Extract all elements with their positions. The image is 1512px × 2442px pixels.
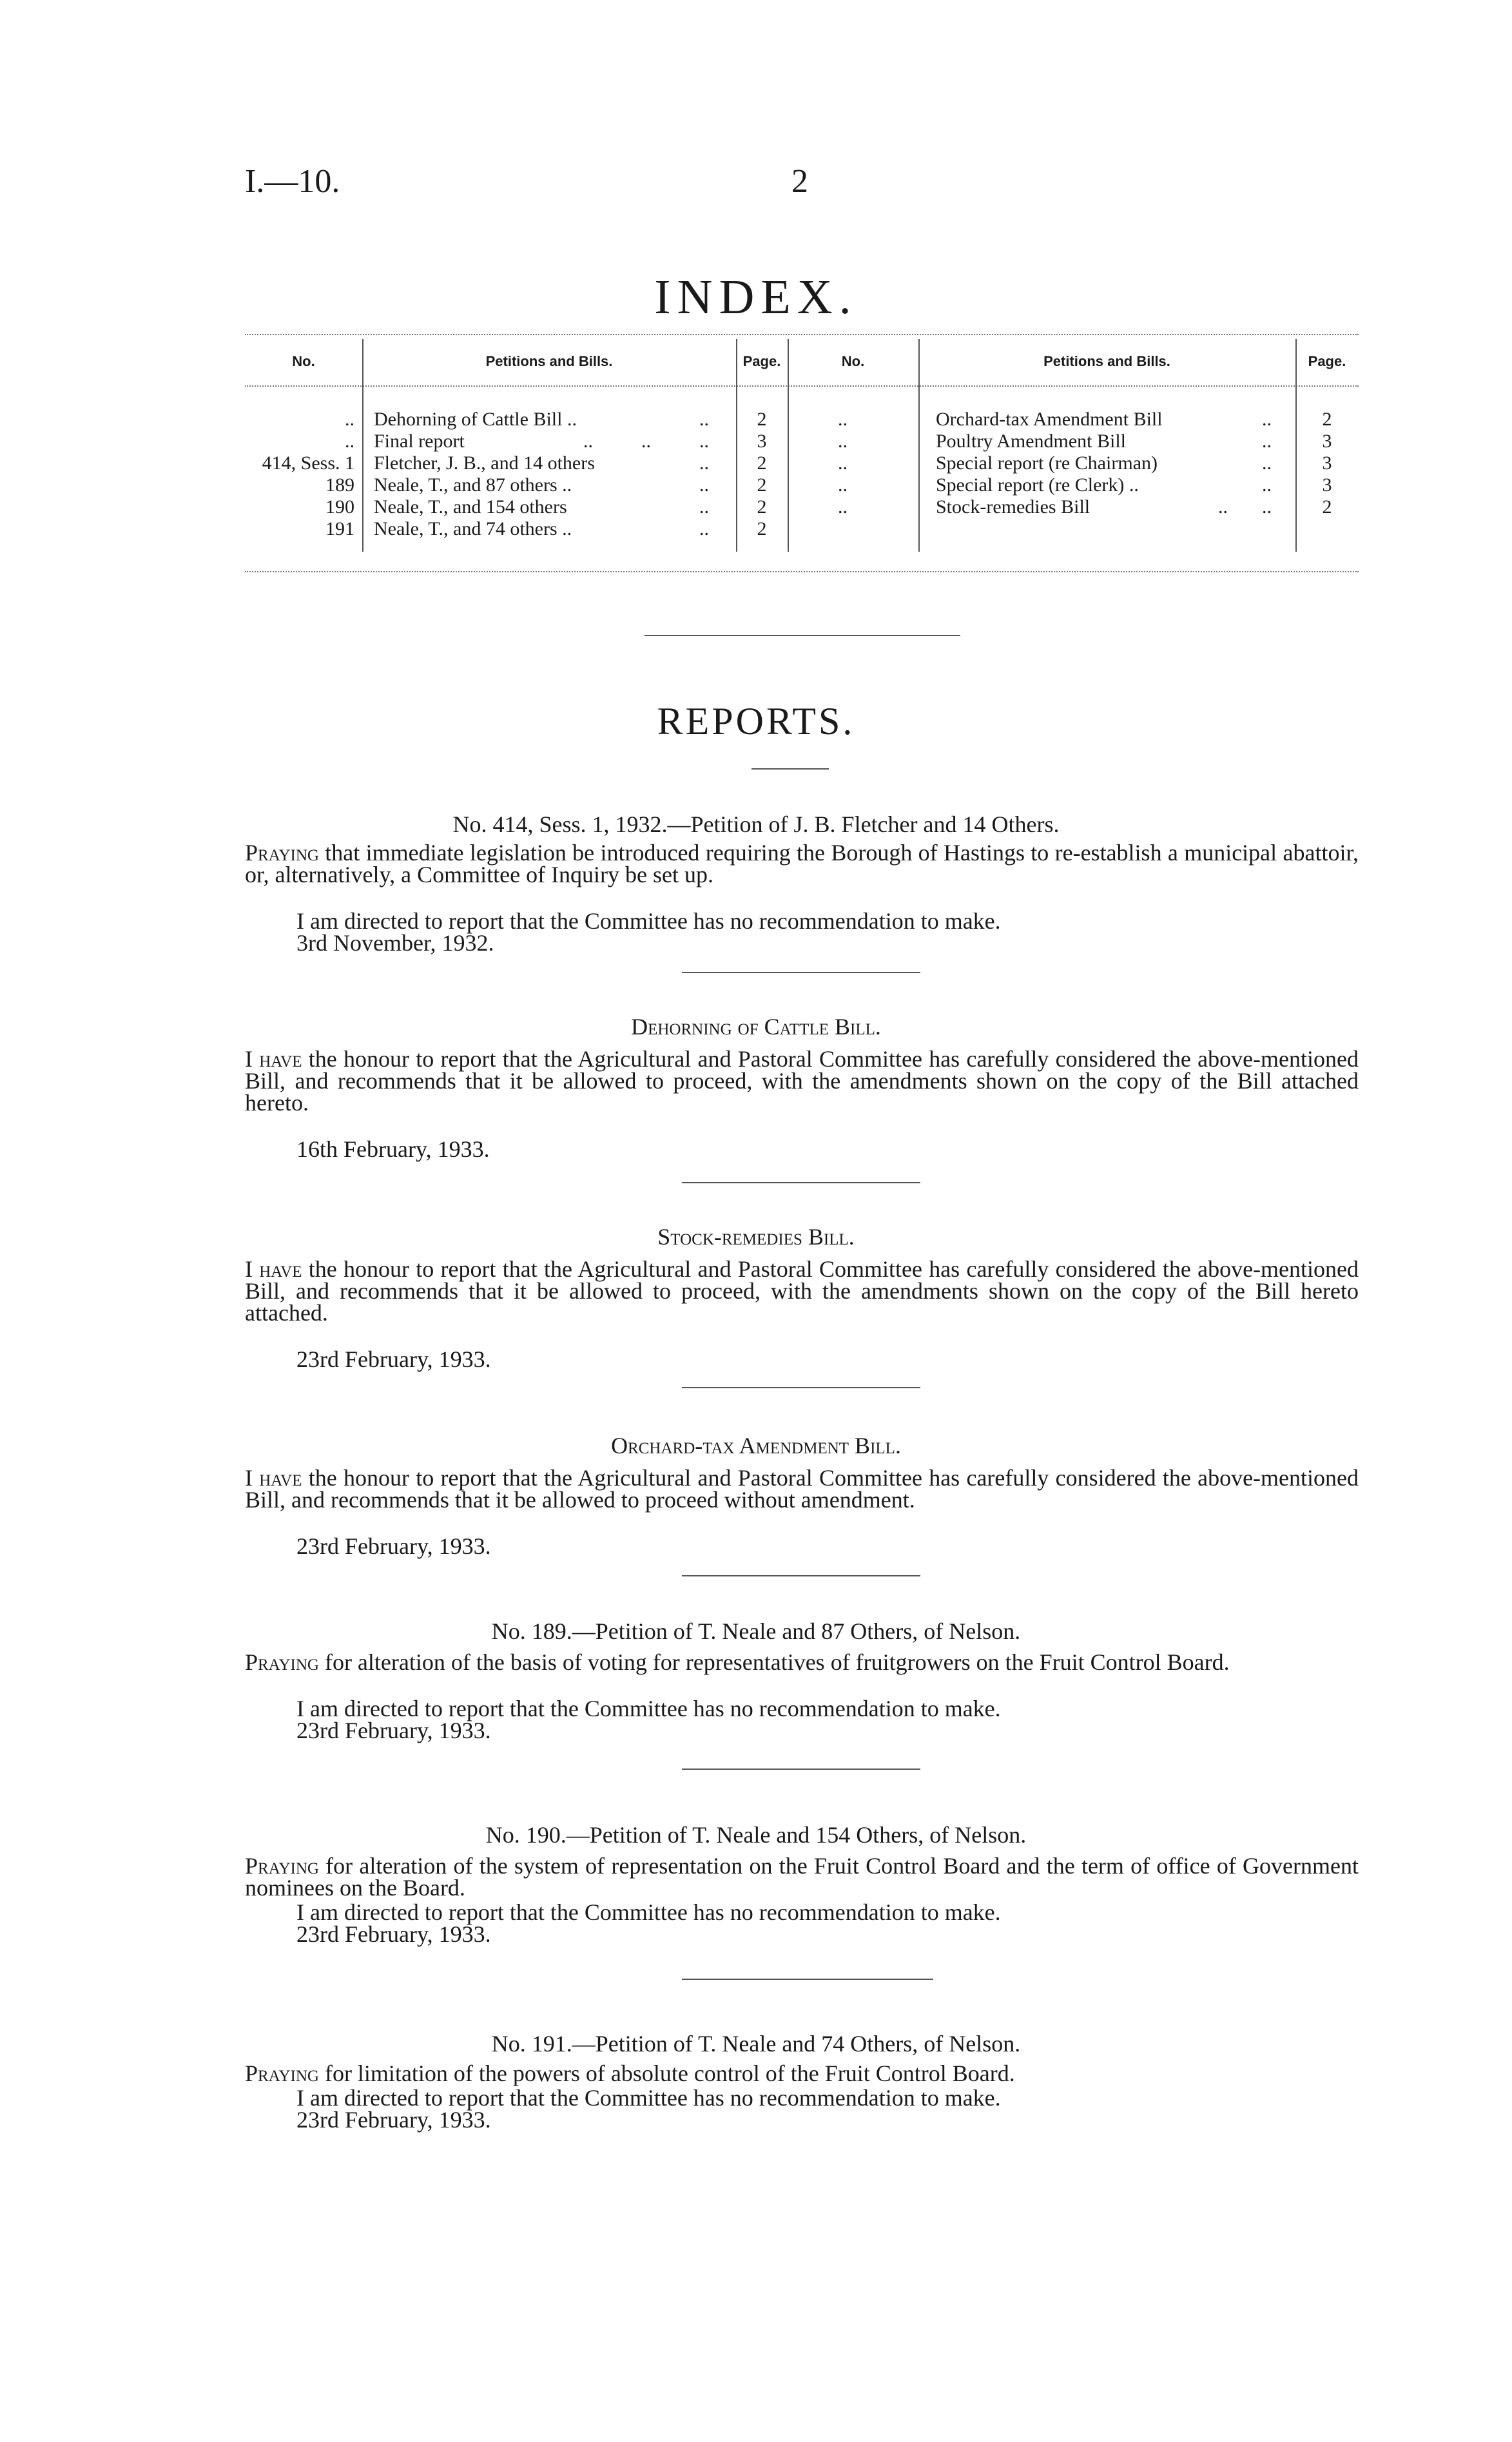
index-row: 414, Sess. 1 Fletcher, J. B., and 14 others .. 2 .. Special report (re Chairman) .. 3 xyxy=(262,452,1332,474)
divider xyxy=(682,1575,920,1576)
report-heading: Orchard-tax Amendment Bill. xyxy=(611,1433,901,1458)
index-table xyxy=(245,334,1359,585)
divider xyxy=(682,1769,920,1770)
report-date: 23rd February, 1933. xyxy=(296,1921,491,1947)
report-date: 23rd February, 1933. xyxy=(296,2107,491,2133)
column-header-page-right: Page. xyxy=(1308,353,1346,369)
index-row: .. Final report .. .. .. 3 .. Poultry Amendment Bill .. 3 xyxy=(345,431,1332,452)
index-row: .. Dehorning of Cattle Bill .. .. 2 .. Orchard-tax Amendment Bill .. 2 xyxy=(345,409,1332,430)
index-row: 190 Neale, T., and 154 others .. 2 .. Stock-remedies Bill .. .. 2 xyxy=(325,496,1332,518)
report-statement: I am directed to report that the Committee has no recommendation to make. xyxy=(296,908,1001,934)
report-heading: Dehorning of Cattle Bill. xyxy=(631,1014,881,1040)
column-header-page: Page. xyxy=(742,353,781,369)
column-header-no: No. xyxy=(292,353,315,369)
report-date: 23rd February, 1933. xyxy=(296,1533,491,1559)
divider xyxy=(645,635,960,636)
report-heading: No. 190.—Petition of T. Neale and 154 Others, of Nelson. xyxy=(485,1822,1027,1848)
column-header-petitions-right: Petitions and Bills. xyxy=(1043,353,1170,369)
report-paragraph: Praying for alteration of the system of representation on the Fruit Control Board and the term of office of Government nominees on the Board. xyxy=(245,1853,1359,1901)
report-heading: No. 414, Sess. 1, 1932.—Petition of J. B. Fletcher and 14 Others. xyxy=(452,811,1060,837)
report-date: 3rd November, 1932. xyxy=(296,930,494,956)
column-header-petitions: Petitions and Bills. xyxy=(485,353,613,369)
report-statement: I am directed to report that the Committee has no recommendation to make. xyxy=(296,2085,1001,2111)
divider xyxy=(682,1182,920,1183)
report-date: 23rd February, 1933. xyxy=(296,1346,491,1372)
report-paragraph: Praying for alteration of the basis of voting for representatives of fruitgrowers on the Fruit Control Board. xyxy=(245,1649,1230,1675)
reports-title: REPORTS. xyxy=(657,700,855,742)
divider xyxy=(682,1979,933,1980)
report-statement: I am directed to report that the Committee has no recommendation to make. xyxy=(296,1696,1001,1721)
report-paragraph: Praying for limitation of the powers of absolute control of the Fruit Control Board. xyxy=(245,2060,1015,2086)
report-date: 16th February, 1933. xyxy=(296,1136,490,1162)
column-header-no-right: No. xyxy=(841,353,865,369)
report-statement: I am directed to report that the Committee has no recommendation to make. xyxy=(296,1899,1001,1925)
report-paragraph: I have the honour to report that the Agricultural and Pastoral Committee has carefully considered the above-mentioned Bill, and recommends that it be allowed to proceed, with the amendments shown on the copy of the Bill attached hereto. xyxy=(245,1046,1359,1116)
divider xyxy=(682,972,920,973)
divider xyxy=(751,768,829,770)
report-heading: No. 189.—Petition of T. Neale and 87 Others, of Nelson. xyxy=(491,1618,1021,1644)
index-title: INDEX. xyxy=(654,270,858,324)
report-paragraph: Praying that immediate legislation be introduced requiring the Borough of Hastings to re-establish a municipal abattoir, or, alternatively, a Committee of Inquiry be set up. xyxy=(245,840,1359,887)
index-row: 189 Neale, T., and 87 others .. .. 2 .. Special report (re Clerk) .. .. 3 xyxy=(325,474,1332,496)
report-heading: No. 191.—Petition of T. Neale and 74 Others, of Nelson. xyxy=(491,2031,1021,2057)
index-row: 191 Neale, T., and 74 others .. .. 2 xyxy=(325,518,767,539)
report-paragraph: I have the honour to report that the Agricultural and Pastoral Committee has carefully considered the above-mentioned Bill, and recommends that it be allowed to proceed, with the amendments shown on the copy of the Bill hereto attached. xyxy=(245,1256,1359,1326)
divider xyxy=(682,1387,920,1388)
report-date: 23rd February, 1933. xyxy=(296,1718,491,1743)
report-heading: Stock-remedies Bill. xyxy=(657,1224,855,1250)
page-number: 2 xyxy=(791,163,808,200)
paper-reference: I.—10. xyxy=(245,163,340,200)
report-paragraph: I have the honour to report that the Agricultural and Pastoral Committee has carefully considered the above-mentioned Bill, and recommends that it be allowed to proceed without amendment. xyxy=(245,1465,1359,1513)
